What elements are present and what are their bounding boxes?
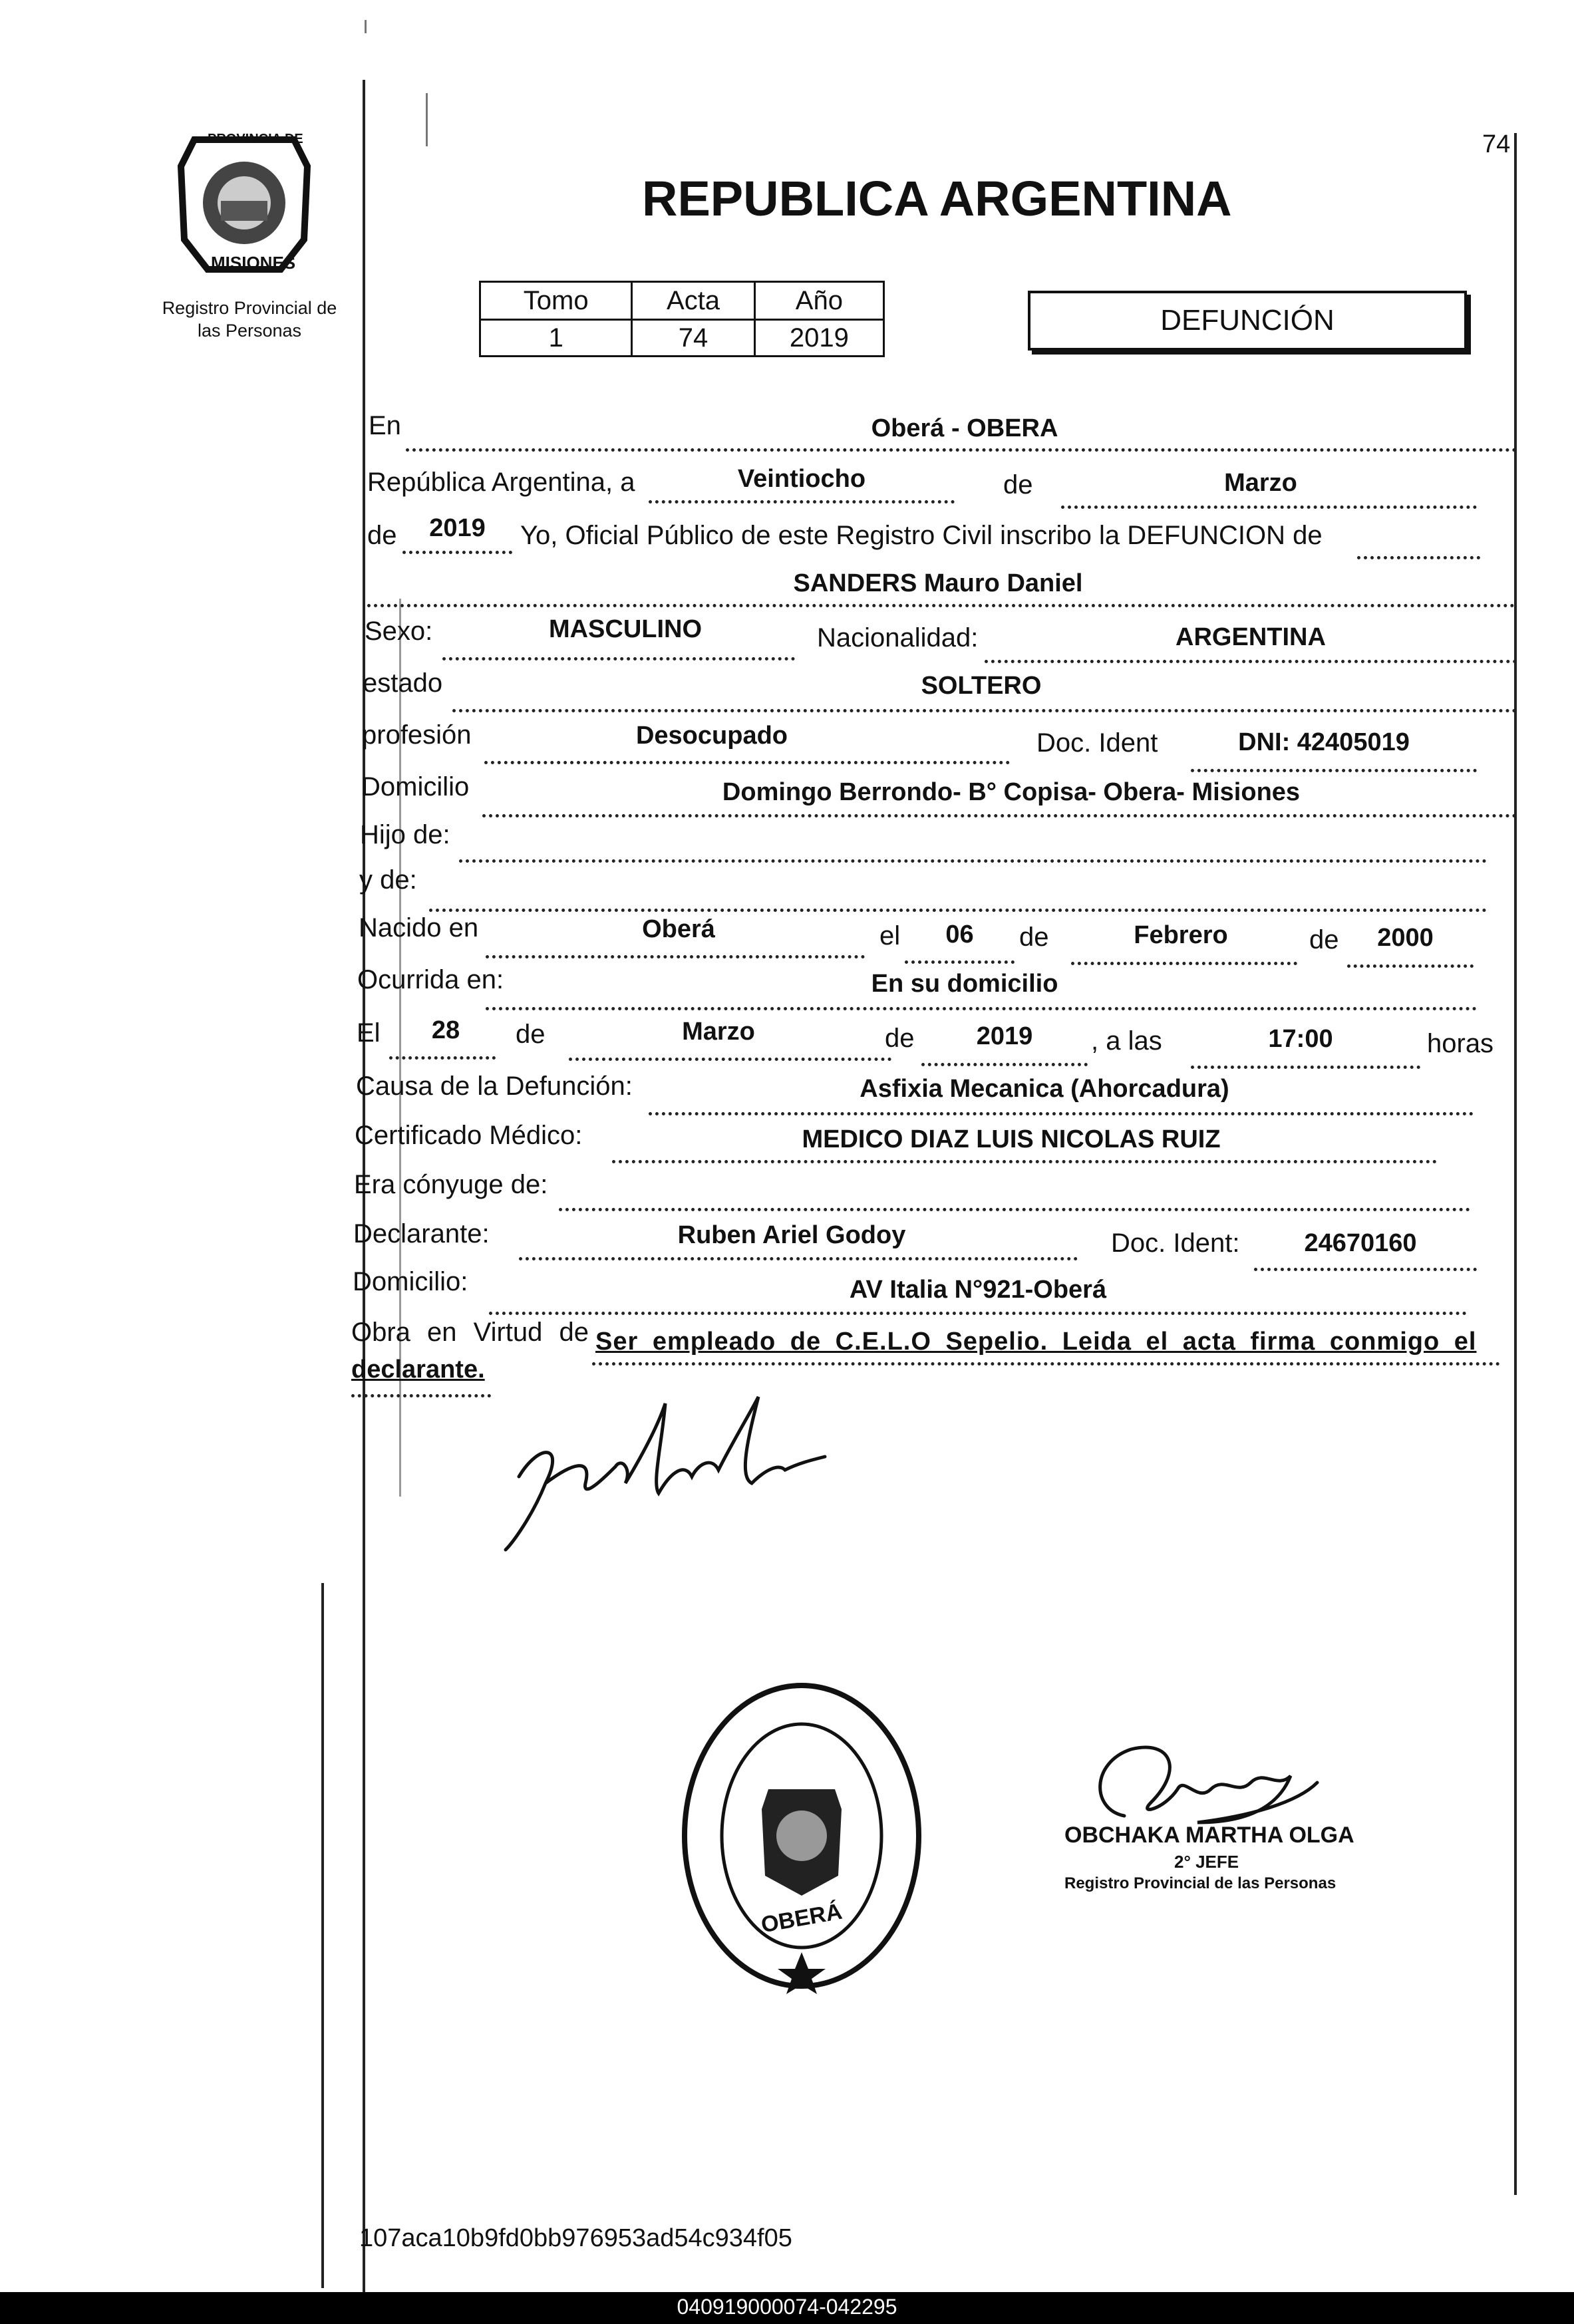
def-de1-label: de bbox=[516, 1020, 546, 1049]
nacido-label: Nacido en bbox=[359, 913, 479, 943]
hora-value: 17:00 bbox=[1268, 1025, 1333, 1053]
def-de2-label: de bbox=[885, 1024, 915, 1053]
ocurrida-value: En su domicilio bbox=[871, 970, 1058, 998]
y-de-field bbox=[429, 879, 1487, 912]
republica-label: República Argentina, a bbox=[367, 468, 635, 497]
decl-domicilio-value: AV Italia N°921-Oberá bbox=[849, 1276, 1107, 1304]
def-mes-value: Marzo bbox=[682, 1018, 755, 1046]
seal-text-top: PROVINCIA DE bbox=[208, 132, 303, 146]
table-value-anio: 2019 bbox=[754, 320, 883, 357]
dia-value: Veintiocho bbox=[737, 465, 866, 493]
page-number: 74 bbox=[1482, 130, 1511, 158]
nac-mes-value: Febrero bbox=[1134, 921, 1228, 949]
nacionalidad-label: Nacionalidad: bbox=[817, 623, 979, 653]
certificado-value: MEDICO DIAZ LUIS NICOLAS RUIZ bbox=[802, 1125, 1221, 1153]
registry-label: Registro Provincial de las Personas bbox=[162, 298, 337, 341]
official-registry: Registro Provincial de las Personas bbox=[1064, 1874, 1337, 1892]
table-value-acta: 74 bbox=[632, 320, 754, 357]
page-title: REPUBLICA ARGENTINA bbox=[642, 171, 1232, 226]
year-de-label: de bbox=[367, 521, 397, 550]
document-hash: 107aca10b9fd0bb976953ad54c934f05 bbox=[359, 2224, 792, 2252]
declarante-label: Declarante: bbox=[353, 1219, 490, 1248]
a-las-label: , a las bbox=[1091, 1026, 1162, 1056]
en-label: En bbox=[369, 411, 401, 440]
table-value-tomo: 1 bbox=[480, 320, 632, 357]
el2-label: El bbox=[357, 1018, 381, 1048]
barcode-number: 040919000074-042295 bbox=[677, 2295, 897, 2319]
province-seal bbox=[174, 126, 314, 279]
certificado-label: Certificado Médico: bbox=[355, 1121, 583, 1150]
table-header-acta: Acta bbox=[632, 282, 754, 320]
year-value: 2019 bbox=[429, 514, 486, 542]
nac-anio-value: 2000 bbox=[1377, 924, 1434, 952]
scan-mark bbox=[426, 93, 428, 146]
causa-value: Asfixia Mecanica (Ahorcadura) bbox=[860, 1075, 1229, 1103]
y-de-label: y de: bbox=[359, 865, 417, 895]
def-anio-value: 2019 bbox=[976, 1022, 1033, 1050]
sexo-label: Sexo: bbox=[365, 617, 433, 646]
nombre-value: SANDERS Mauro Daniel bbox=[793, 569, 1083, 597]
nac-de1-label: de bbox=[1019, 923, 1049, 952]
obra-value-line-2: declarante. bbox=[351, 1356, 485, 1383]
el-label: el bbox=[879, 921, 901, 950]
official-name: OBCHAKA MARTHA OLGA bbox=[1064, 1822, 1354, 1848]
nac-dia-value: 06 bbox=[945, 921, 974, 948]
conyuge-field bbox=[559, 1179, 1470, 1211]
ocurrida-label: Ocurrida en: bbox=[357, 965, 504, 994]
nac-de2-label: de bbox=[1309, 925, 1339, 954]
inscribo-text: Yo, Oficial Público de este Registro Civil inscribo la DEFUNCION de bbox=[520, 521, 1323, 550]
profesion-value: Desocupado bbox=[635, 722, 788, 750]
footer-bar bbox=[0, 2292, 1574, 2324]
nacido-value: Oberá bbox=[642, 915, 715, 943]
profesion-label: profesión bbox=[362, 720, 472, 750]
hijo-field bbox=[459, 830, 1487, 863]
table-header-anio: Año bbox=[754, 282, 883, 320]
obra-label: Obra en Virtud de bbox=[351, 1318, 589, 1347]
left-margin-line bbox=[363, 80, 365, 2324]
nacionalidad-value: ARGENTINA bbox=[1176, 623, 1326, 651]
scan-mark bbox=[365, 20, 367, 33]
causa-label: Causa de la Defunción: bbox=[356, 1072, 633, 1101]
lugar-value: Oberá - OBERA bbox=[871, 414, 1058, 442]
decl-doc-value: 24670160 bbox=[1304, 1229, 1417, 1257]
official-position: 2° JEFE bbox=[1174, 1852, 1239, 1872]
document-type-box: DEFUNCIÓN bbox=[1028, 291, 1467, 351]
de-label: de bbox=[1003, 470, 1033, 500]
decl-doc-label: Doc. Ident: bbox=[1111, 1229, 1240, 1258]
stamp-center-text: OBERÁ bbox=[759, 1898, 844, 1938]
mes-value: Marzo bbox=[1224, 469, 1297, 497]
domicilio-value: Domingo Berrondo- B° Copisa- Obera- Misiones bbox=[722, 778, 1301, 806]
hijo-label: Hijo de: bbox=[360, 820, 450, 849]
sexo-value: MASCULINO bbox=[548, 615, 703, 643]
seal-text-bottom: MISIONES bbox=[211, 253, 296, 273]
conyuge-label: Era cónyuge de: bbox=[354, 1170, 548, 1199]
declarante-value: Ruben Ariel Godoy bbox=[677, 1221, 906, 1249]
doc-ident-label: Doc. Ident bbox=[1036, 728, 1158, 758]
table-header-tomo: Tomo bbox=[480, 282, 632, 320]
declarant-signature bbox=[499, 1383, 832, 1556]
domicilio-label: Domicilio bbox=[361, 772, 470, 801]
estado-value: SOLTERO bbox=[921, 672, 1042, 700]
decl-domicilio-label: Domicilio: bbox=[353, 1267, 468, 1296]
estado-label: estado bbox=[363, 668, 443, 698]
official-signature bbox=[1078, 1736, 1331, 1836]
def-dia-value: 28 bbox=[431, 1016, 460, 1044]
left-margin-line-2 bbox=[321, 1583, 324, 2288]
inscribo-field bbox=[1357, 527, 1480, 559]
official-stamp bbox=[675, 1676, 928, 1995]
obra-value-line-1: Ser empleado de C.E.L.O Sepelio. Leida el acta firma conmigo el bbox=[595, 1328, 1477, 1356]
acta-table bbox=[479, 281, 885, 357]
horas-label: horas bbox=[1427, 1029, 1494, 1058]
doc-ident-value: DNI: 42405019 bbox=[1238, 728, 1410, 756]
